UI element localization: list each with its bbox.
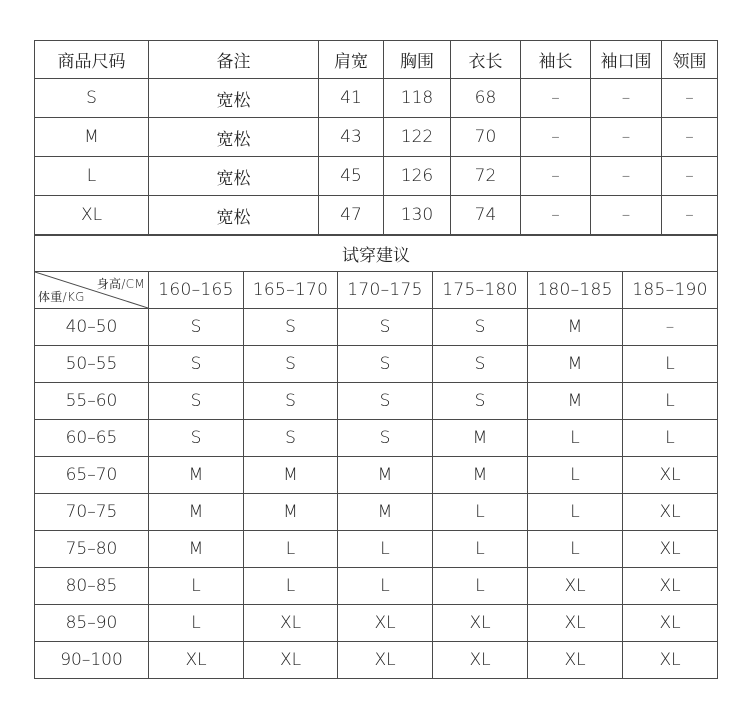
- size-suggestion-cell: L: [528, 457, 623, 494]
- fit-table-title: 试穿建议: [35, 236, 718, 272]
- size-suggestion-cell: S: [149, 309, 244, 346]
- weight-range-cell: 80–85: [35, 568, 149, 605]
- size-cell: 宽松: [149, 157, 319, 196]
- size-suggestion-cell: S: [433, 383, 528, 420]
- size-cell: –: [662, 79, 718, 118]
- size-suggestion-cell: L: [433, 531, 528, 568]
- height-range-cell: 180–185: [528, 272, 623, 309]
- size-cell: 45: [319, 157, 384, 196]
- size-cell: 126: [384, 157, 451, 196]
- size-suggestion-cell: XL: [623, 642, 718, 679]
- size-suggestion-cell: S: [338, 420, 433, 457]
- size-suggestion-cell: XL: [528, 568, 623, 605]
- size-cell: –: [591, 79, 662, 118]
- size-suggestion-cell: S: [433, 346, 528, 383]
- weight-range-cell: 40–50: [35, 309, 149, 346]
- size-cell: 宽松: [149, 196, 319, 235]
- size-row: [35, 118, 718, 157]
- size-cell: XL: [35, 196, 149, 235]
- size-cell: 72: [451, 157, 521, 196]
- size-cell: M: [35, 118, 149, 157]
- size-suggestion-cell: XL: [433, 605, 528, 642]
- size-suggestion-cell: S: [149, 420, 244, 457]
- size-header-cell: 袖长: [521, 41, 591, 79]
- size-suggestion-cell: L: [623, 346, 718, 383]
- size-cell: 130: [384, 196, 451, 235]
- size-cell: 宽松: [149, 118, 319, 157]
- size-cell: 43: [319, 118, 384, 157]
- size-suggestion-cell: L: [433, 568, 528, 605]
- weight-range-cell: 50–55: [35, 346, 149, 383]
- size-suggestion-cell: XL: [244, 605, 338, 642]
- size-suggestion-cell: S: [244, 346, 338, 383]
- size-cell: –: [662, 118, 718, 157]
- size-suggestion-cell: XL: [623, 457, 718, 494]
- size-cell: 68: [451, 79, 521, 118]
- size-cell: –: [521, 118, 591, 157]
- size-suggestion-cell: L: [338, 568, 433, 605]
- size-suggestion-cell: S: [244, 309, 338, 346]
- weight-range-cell: 55–60: [35, 383, 149, 420]
- size-suggestion-cell: S: [244, 420, 338, 457]
- size-suggestion-cell: XL: [338, 605, 433, 642]
- size-suggestion-cell: L: [528, 531, 623, 568]
- size-suggestion-cell: M: [244, 494, 338, 531]
- fit-row: [35, 420, 718, 457]
- height-range-cell: 170–175: [338, 272, 433, 309]
- weight-range-cell: 75–80: [35, 531, 149, 568]
- size-suggestion-cell: L: [244, 531, 338, 568]
- weight-range-cell: 90–100: [35, 642, 149, 679]
- weight-range-cell: 70–75: [35, 494, 149, 531]
- size-cell: S: [35, 79, 149, 118]
- fit-row: [35, 642, 718, 679]
- size-suggestion-cell: S: [244, 383, 338, 420]
- weight-range-cell: 85–90: [35, 605, 149, 642]
- size-suggestion-cell: S: [338, 383, 433, 420]
- size-suggestion-cell: XL: [528, 605, 623, 642]
- size-suggestion-cell: M: [528, 309, 623, 346]
- size-suggestion-cell: XL: [433, 642, 528, 679]
- size-suggestion-cell: XL: [623, 605, 718, 642]
- size-cell: –: [591, 157, 662, 196]
- size-suggestion-cell: M: [433, 420, 528, 457]
- fit-row: [35, 531, 718, 568]
- size-cell: 74: [451, 196, 521, 235]
- size-suggestion-cell: XL: [149, 642, 244, 679]
- size-cell: –: [521, 196, 591, 235]
- size-suggestion-cell: XL: [623, 494, 718, 531]
- size-suggestion-cell: L: [149, 605, 244, 642]
- fit-row: [35, 383, 718, 420]
- size-suggestion-cell: L: [623, 420, 718, 457]
- size-cell: 47: [319, 196, 384, 235]
- size-cell: 41: [319, 79, 384, 118]
- size-suggestion-cell: S: [149, 383, 244, 420]
- weight-range-cell: 65–70: [35, 457, 149, 494]
- size-suggestion-cell: M: [528, 383, 623, 420]
- fit-row: [35, 457, 718, 494]
- size-header-cell: 袖口围: [591, 41, 662, 79]
- fit-row: [35, 494, 718, 531]
- size-suggestion-cell: L: [433, 494, 528, 531]
- size-suggestion-cell: S: [338, 346, 433, 383]
- size-header-cell: 领围: [662, 41, 718, 79]
- height-range-cell: 160–165: [149, 272, 244, 309]
- size-header-row: [35, 41, 718, 79]
- size-header-cell: 衣长: [451, 41, 521, 79]
- size-suggestion-cell: XL: [623, 568, 718, 605]
- size-header-cell: 商品尺码: [35, 41, 149, 79]
- size-suggestion-cell: L: [244, 568, 338, 605]
- size-cell: 122: [384, 118, 451, 157]
- size-suggestion-cell: L: [528, 494, 623, 531]
- size-suggestion-cell: L: [149, 568, 244, 605]
- size-chart-table: [34, 40, 718, 235]
- size-cell: 70: [451, 118, 521, 157]
- height-range-cell: 175–180: [433, 272, 528, 309]
- size-cell: –: [662, 196, 718, 235]
- size-suggestion-cell: M: [149, 531, 244, 568]
- size-suggestion-cell: L: [623, 383, 718, 420]
- size-suggestion-cell: –: [623, 309, 718, 346]
- fit-title-row: [35, 236, 718, 272]
- size-suggestion-cell: M: [338, 494, 433, 531]
- height-range-cell: 185–190: [623, 272, 718, 309]
- diagonal-header-cell: [35, 272, 149, 309]
- size-suggestion-cell: M: [528, 346, 623, 383]
- fit-row: [35, 346, 718, 383]
- size-suggestion-cell: S: [338, 309, 433, 346]
- size-suggestion-cell: M: [433, 457, 528, 494]
- size-suggestion-cell: S: [149, 346, 244, 383]
- size-suggestion-cell: M: [149, 457, 244, 494]
- size-suggestion-cell: XL: [623, 531, 718, 568]
- size-row: [35, 157, 718, 196]
- size-cell: –: [662, 157, 718, 196]
- weight-range-cell: 60–65: [35, 420, 149, 457]
- size-suggestion-cell: M: [149, 494, 244, 531]
- size-row: [35, 79, 718, 118]
- size-suggestion-cell: XL: [338, 642, 433, 679]
- size-suggestion-cell: M: [244, 457, 338, 494]
- fit-row: [35, 568, 718, 605]
- size-cell: –: [591, 196, 662, 235]
- size-suggestion-cell: XL: [244, 642, 338, 679]
- height-range-cell: 165–170: [244, 272, 338, 309]
- fit-header-row: [35, 272, 718, 309]
- size-cell: L: [35, 157, 149, 196]
- size-cell: –: [521, 79, 591, 118]
- weight-axis-label: 体重/KG: [38, 290, 85, 304]
- size-suggestion-cell: M: [338, 457, 433, 494]
- size-header-cell: 肩宽: [319, 41, 384, 79]
- size-suggestion-cell: XL: [528, 642, 623, 679]
- size-cell: 118: [384, 79, 451, 118]
- size-suggestion-cell: L: [528, 420, 623, 457]
- size-cell: 宽松: [149, 79, 319, 118]
- size-suggestion-cell: L: [338, 531, 433, 568]
- size-suggestion-cell: S: [433, 309, 528, 346]
- fit-row: [35, 309, 718, 346]
- size-header-cell: 胸围: [384, 41, 451, 79]
- size-row: [35, 196, 718, 235]
- size-header-cell: 备注: [149, 41, 319, 79]
- size-cell: –: [521, 157, 591, 196]
- fit-row: [35, 605, 718, 642]
- size-cell: –: [591, 118, 662, 157]
- height-axis-label: 身高/CM: [96, 277, 145, 291]
- fit-suggestion-table: [34, 235, 718, 679]
